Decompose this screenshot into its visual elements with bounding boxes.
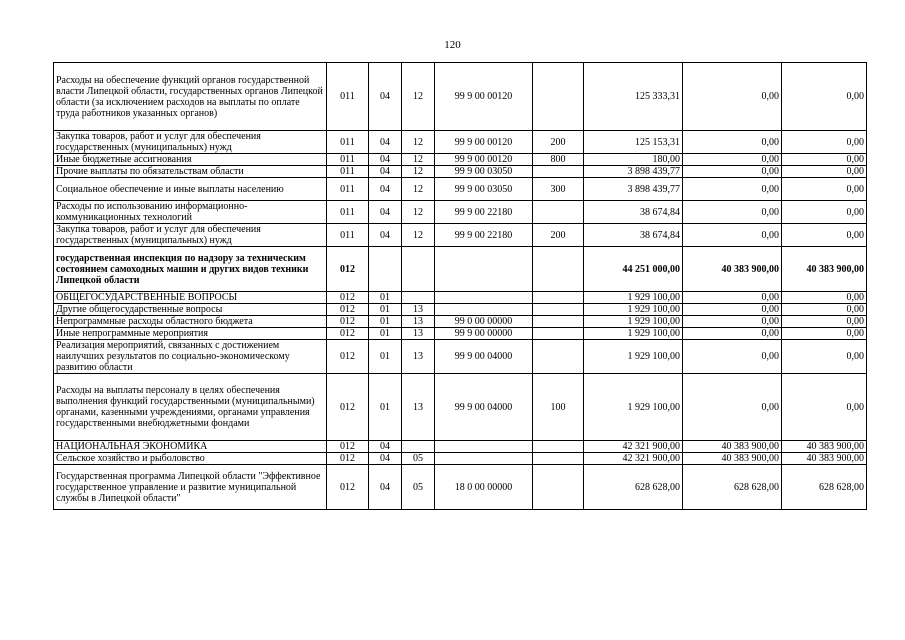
cell-section-code: 01 (369, 328, 402, 340)
cell-ministry-code: 011 (327, 154, 369, 166)
table-row (54, 316, 867, 328)
cell-subsection-code: 13 (402, 316, 435, 328)
cell-section-code: 04 (369, 441, 402, 453)
cell-amount-year3: 0,00 (782, 166, 867, 178)
cell-amount-year1: 42 321 900,00 (584, 453, 683, 465)
cell-expense-type: 800 (533, 154, 584, 166)
cell-target-article: 99 9 00 22180 (435, 224, 533, 247)
cell-amount-year3: 0,00 (782, 178, 867, 201)
cell-subsection-code: 13 (402, 374, 435, 441)
cell-section-code (369, 247, 402, 292)
cell-subsection-code (402, 292, 435, 304)
cell-expense-type (533, 441, 584, 453)
cell-amount-year1: 1 929 100,00 (584, 340, 683, 374)
cell-amount-year1: 180,00 (584, 154, 683, 166)
cell-section-code: 01 (369, 292, 402, 304)
cell-amount-year1: 38 674,84 (584, 201, 683, 224)
cell-amount-year1: 628 628,00 (584, 465, 683, 510)
cell-subsection-code (402, 441, 435, 453)
cell-expense-type (533, 316, 584, 328)
cell-amount-year2: 0,00 (683, 340, 782, 374)
cell-amount-year2: 0,00 (683, 178, 782, 201)
cell-subsection-code: 13 (402, 340, 435, 374)
cell-subsection-code: 13 (402, 304, 435, 316)
cell-ministry-code: 012 (327, 340, 369, 374)
cell-target-article: 99 9 00 00120 (435, 131, 533, 154)
cell-expense-type: 100 (533, 374, 584, 441)
cell-name: Расходы на выплаты персоналу в целях обеспечения выполнения функций государственными (муниципальными) органами, казенными учреждениями, органами управления государственными внебюджетными фондами (54, 374, 327, 441)
cell-amount-year3: 0,00 (782, 131, 867, 154)
cell-section-code: 01 (369, 304, 402, 316)
cell-section-code: 04 (369, 201, 402, 224)
cell-amount-year2: 40 383 900,00 (683, 453, 782, 465)
cell-amount-year3: 0,00 (782, 292, 867, 304)
cell-name: Реализация мероприятий, связанных с достижением наилучших результатов по социально-экономическому развитию области (54, 340, 327, 374)
cell-amount-year1: 125 153,31 (584, 131, 683, 154)
cell-name: Иные бюджетные ассигнования (54, 154, 327, 166)
table-row (54, 465, 867, 510)
cell-target-article (435, 304, 533, 316)
cell-amount-year1: 1 929 100,00 (584, 304, 683, 316)
cell-amount-year2: 0,00 (683, 166, 782, 178)
cell-amount-year2: 0,00 (683, 154, 782, 166)
cell-amount-year2: 0,00 (683, 201, 782, 224)
cell-amount-year2: 40 383 900,00 (683, 247, 782, 292)
cell-amount-year3: 0,00 (782, 304, 867, 316)
cell-section-code: 01 (369, 340, 402, 374)
cell-amount-year1: 125 333,31 (584, 63, 683, 131)
cell-ministry-code: 011 (327, 201, 369, 224)
cell-amount-year2: 0,00 (683, 328, 782, 340)
table-row (54, 374, 867, 441)
cell-ministry-code: 011 (327, 178, 369, 201)
cell-name: Сельское хозяйство и рыболовство (54, 453, 327, 465)
table-row (54, 304, 867, 316)
cell-name: Социальное обеспечение и иные выплаты населению (54, 178, 327, 201)
cell-target-article: 99 9 00 03050 (435, 178, 533, 201)
cell-ministry-code: 011 (327, 224, 369, 247)
cell-target-article: 99 9 00 00120 (435, 154, 533, 166)
cell-ministry-code: 012 (327, 247, 369, 292)
cell-amount-year2: 0,00 (683, 224, 782, 247)
cell-name: Другие общегосударственные вопросы (54, 304, 327, 316)
cell-subsection-code: 12 (402, 178, 435, 201)
cell-amount-year3: 0,00 (782, 328, 867, 340)
cell-amount-year1: 1 929 100,00 (584, 374, 683, 441)
cell-ministry-code: 012 (327, 441, 369, 453)
table-row (54, 247, 867, 292)
cell-subsection-code: 05 (402, 453, 435, 465)
cell-amount-year3: 0,00 (782, 224, 867, 247)
cell-expense-type (533, 453, 584, 465)
budget-table (53, 62, 867, 510)
cell-amount-year1: 1 929 100,00 (584, 292, 683, 304)
table-row (54, 63, 867, 131)
cell-ministry-code: 012 (327, 453, 369, 465)
cell-amount-year3: 0,00 (782, 316, 867, 328)
cell-expense-type: 200 (533, 224, 584, 247)
cell-name: ОБЩЕГОСУДАРСТВЕННЫЕ ВОПРОСЫ (54, 292, 327, 304)
cell-target-article: 99 9 00 03050 (435, 166, 533, 178)
cell-expense-type (533, 340, 584, 374)
cell-subsection-code: 12 (402, 224, 435, 247)
cell-amount-year1: 42 321 900,00 (584, 441, 683, 453)
cell-target-article (435, 453, 533, 465)
cell-expense-type (533, 304, 584, 316)
cell-section-code: 04 (369, 131, 402, 154)
cell-name: Расходы по использованию информационно-коммуникационных технологий (54, 201, 327, 224)
table-row (54, 201, 867, 224)
cell-ministry-code: 011 (327, 131, 369, 154)
cell-name: Расходы на обеспечение функций органов государственной власти Липецкой области, государственных органов Липецкой области (за исключением расходов на выплаты по оплате труда работников указанных органов) (54, 63, 327, 131)
cell-expense-type (533, 328, 584, 340)
cell-target-article: 99 9 00 00000 (435, 328, 533, 340)
cell-section-code: 01 (369, 374, 402, 441)
cell-ministry-code: 012 (327, 292, 369, 304)
cell-name: НАЦИОНАЛЬНАЯ ЭКОНОМИКА (54, 441, 327, 453)
cell-name: Иные непрограммные мероприятия (54, 328, 327, 340)
cell-amount-year1: 44 251 000,00 (584, 247, 683, 292)
page-number: 120 (444, 39, 461, 51)
cell-section-code: 04 (369, 465, 402, 510)
cell-target-article (435, 292, 533, 304)
cell-expense-type (533, 292, 584, 304)
table-row (54, 453, 867, 465)
cell-target-article: 18 0 00 00000 (435, 465, 533, 510)
cell-subsection-code: 12 (402, 201, 435, 224)
cell-expense-type (533, 465, 584, 510)
cell-amount-year1: 1 929 100,00 (584, 328, 683, 340)
cell-amount-year2: 628 628,00 (683, 465, 782, 510)
cell-amount-year3: 628 628,00 (782, 465, 867, 510)
cell-amount-year3: 40 383 900,00 (782, 441, 867, 453)
cell-section-code: 04 (369, 63, 402, 131)
cell-subsection-code: 05 (402, 465, 435, 510)
cell-amount-year3: 40 383 900,00 (782, 453, 867, 465)
cell-amount-year2: 0,00 (683, 316, 782, 328)
cell-expense-type (533, 201, 584, 224)
cell-target-article (435, 247, 533, 292)
cell-section-code: 04 (369, 166, 402, 178)
cell-amount-year1: 3 898 439,77 (584, 166, 683, 178)
cell-ministry-code: 012 (327, 374, 369, 441)
cell-name: Непрограммные расходы областного бюджета (54, 316, 327, 328)
cell-amount-year1: 1 929 100,00 (584, 316, 683, 328)
cell-expense-type (533, 166, 584, 178)
cell-target-article: 99 0 00 00000 (435, 316, 533, 328)
cell-amount-year3: 0,00 (782, 63, 867, 131)
cell-target-article: 99 9 00 00120 (435, 63, 533, 131)
cell-section-code: 04 (369, 178, 402, 201)
cell-expense-type (533, 63, 584, 131)
cell-ministry-code: 011 (327, 63, 369, 131)
cell-amount-year2: 0,00 (683, 374, 782, 441)
table-row (54, 328, 867, 340)
cell-expense-type: 300 (533, 178, 584, 201)
cell-section-code: 04 (369, 154, 402, 166)
cell-target-article: 99 9 00 04000 (435, 340, 533, 374)
cell-amount-year2: 0,00 (683, 63, 782, 131)
cell-ministry-code: 011 (327, 166, 369, 178)
cell-amount-year1: 3 898 439,77 (584, 178, 683, 201)
cell-amount-year3: 0,00 (782, 154, 867, 166)
cell-expense-type (533, 247, 584, 292)
cell-amount-year2: 0,00 (683, 292, 782, 304)
cell-subsection-code: 13 (402, 328, 435, 340)
cell-ministry-code: 012 (327, 316, 369, 328)
cell-target-article: 99 9 00 04000 (435, 374, 533, 441)
cell-ministry-code: 012 (327, 328, 369, 340)
cell-subsection-code: 12 (402, 154, 435, 166)
cell-amount-year2: 0,00 (683, 304, 782, 316)
cell-name: Закупка товаров, работ и услуг для обеспечения государственных (муниципальных) нужд (54, 224, 327, 247)
cell-target-article (435, 441, 533, 453)
cell-amount-year2: 40 383 900,00 (683, 441, 782, 453)
table-row (54, 441, 867, 453)
table-row (54, 166, 867, 178)
cell-amount-year1: 38 674,84 (584, 224, 683, 247)
cell-target-article: 99 9 00 22180 (435, 201, 533, 224)
cell-amount-year3: 0,00 (782, 374, 867, 441)
table-row (54, 340, 867, 374)
cell-name: Государственная программа Липецкой области "Эффективное государственное управление и развитие муниципальной службы в Липецкой области" (54, 465, 327, 510)
cell-name: Прочие выплаты по обязательствам области (54, 166, 327, 178)
cell-section-code: 01 (369, 316, 402, 328)
table-row (54, 292, 867, 304)
cell-section-code: 04 (369, 453, 402, 465)
table-row (54, 154, 867, 166)
cell-section-code: 04 (369, 224, 402, 247)
cell-subsection-code (402, 247, 435, 292)
cell-amount-year3: 0,00 (782, 201, 867, 224)
cell-subsection-code: 12 (402, 131, 435, 154)
cell-subsection-code: 12 (402, 63, 435, 131)
cell-amount-year3: 0,00 (782, 340, 867, 374)
cell-ministry-code: 012 (327, 465, 369, 510)
cell-expense-type: 200 (533, 131, 584, 154)
cell-amount-year3: 40 383 900,00 (782, 247, 867, 292)
table-row (54, 224, 867, 247)
cell-amount-year2: 0,00 (683, 131, 782, 154)
cell-name: Закупка товаров, работ и услуг для обеспечения государственных (муниципальных) нужд (54, 131, 327, 154)
table-row (54, 178, 867, 201)
table-row (54, 131, 867, 154)
cell-name: государственная инспекция по надзору за техническим состоянием самоходных машин и других видов техники Липецкой области (54, 247, 327, 292)
cell-ministry-code: 012 (327, 304, 369, 316)
cell-subsection-code: 12 (402, 166, 435, 178)
